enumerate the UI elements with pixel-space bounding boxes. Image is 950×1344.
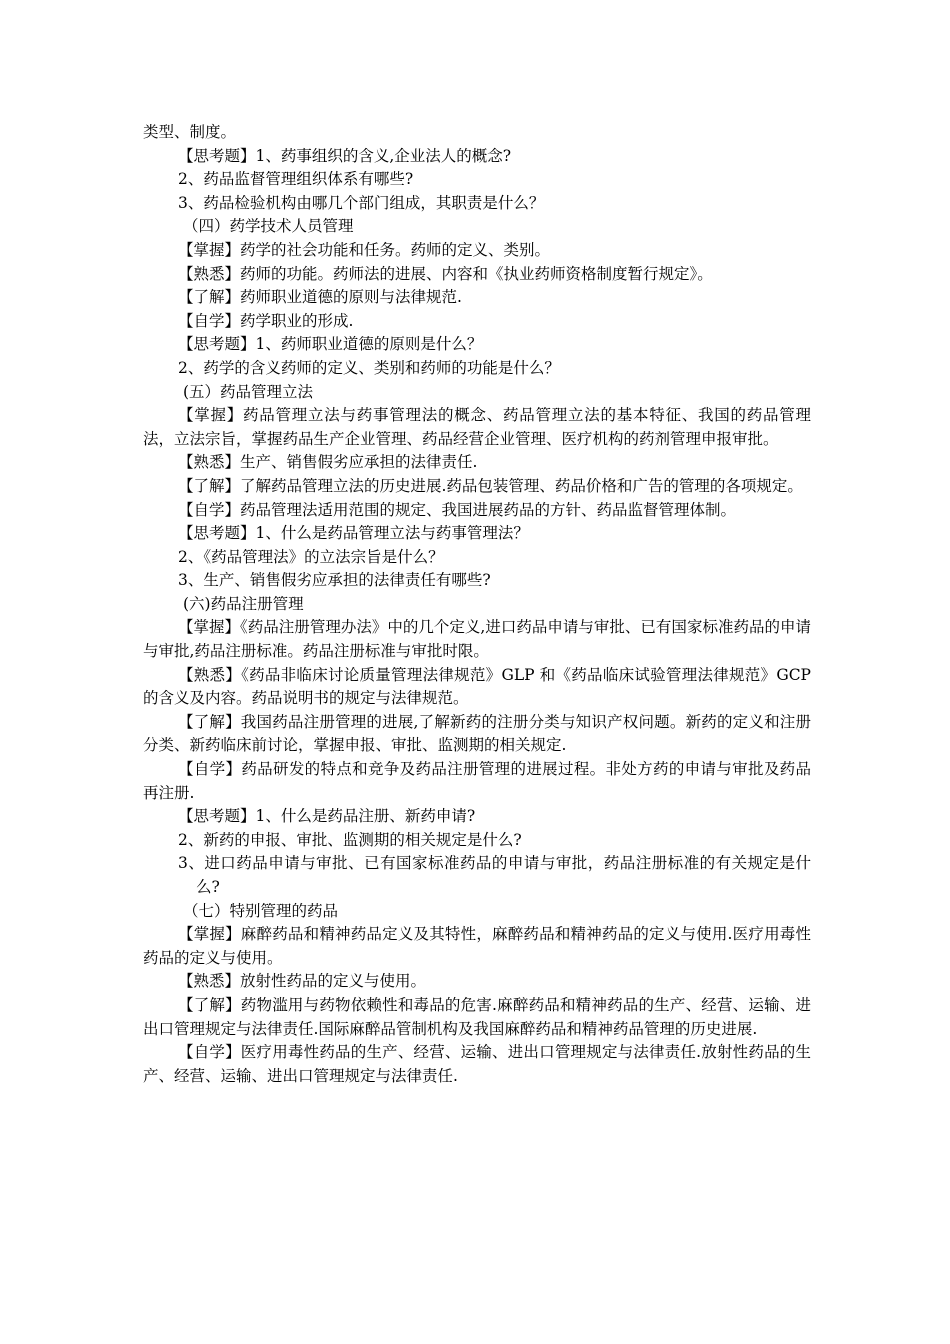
paragraph: 【掌握】《药品注册管理办法》中的几个定义,进口药品申请与审批、已有国家标准药品的申请与审批,药品注册标准。药品注册标准与审批时限。: [143, 618, 811, 661]
question-line: 【思考题】1、药师职业道德的原则是什么？: [178, 335, 483, 354]
paragraph: 【掌握】药学的社会功能和任务。药师的定义、类别。: [178, 240, 551, 259]
section-heading: (六)药品注册管理: [183, 594, 304, 613]
paragraph: 【自学】药学职业的形成.: [178, 311, 354, 330]
question-line: 【思考题】1、什么是药品注册、新药申请?: [178, 807, 476, 826]
paragraph: 【掌握】麻醉药品和精神药品定义及其特性，麻醉药品和精神药品的定义与使用.医疗用毒性药品的定义与使用。: [143, 925, 811, 967]
paragraph: 类型、制度。: [143, 123, 237, 141]
paragraph: 【了解】了解药品管理立法的历史进展.药品包装管理、药品价格和广告的管理的各项规定。: [178, 476, 803, 495]
question-line: 2、《药品管理法》的立法宗旨是什么？: [178, 547, 444, 566]
paragraph: 【熟悉】放射性药品的定义与使用。: [178, 972, 427, 991]
section-heading: (五）药品管理立法: [183, 382, 314, 401]
paragraph: 【自学】药品管理法适用范围的规定、我国进展药品的方针、药品监督管理体制。: [178, 500, 737, 519]
paragraph: 【熟悉】生产、销售假劣应承担的法律责任.: [178, 453, 478, 472]
question-line: 【思考题】1、什么是药品管理立法与药事管理法？: [178, 524, 529, 543]
section-heading: （四）药学技术人员管理: [183, 217, 354, 236]
question-line: 【思考题】1、药事组织的含义,企业法人的概念?: [178, 146, 512, 165]
paragraph: 【自学】医疗用毒性药品的生产、经营、运输、进出口管理规定与法律责任.放射性药品的生产、经营、运输、进出口管理规定与法律责任.: [143, 1043, 811, 1085]
paragraph: 【熟悉】《药品非临床讨论质量管理法律规范》GLP 和《药品临床试验管理法律规范》GCP 的含义及内容。药品说明书的规定与法律规范。: [143, 665, 811, 708]
paragraph: 【熟悉】药师的功能。药师法的进展、内容和《执业药师资格制度暂行规定》。: [178, 264, 713, 283]
paragraph: 【掌握】药品管理立法与药事管理法的概念、药品管理立法的基本特征、我国的药品管理法，立法宗旨，掌握药品生产企业管理、药品经营企业管理、医疗机构的药剂管理申报审批。: [143, 406, 811, 448]
paragraph: 【了解】药师职业道德的原则与法律规范.: [178, 288, 462, 307]
question-line: 2、新药的申报、审批、监测期的相关规定是什么?: [178, 830, 522, 849]
question-line: 3、生产、销售假劣应承担的法律责任有哪些?: [178, 571, 491, 590]
paragraph: 【了解】我国药品注册管理的进展,了解新药的注册分类与知识产权问题。新药的定义和注册分类、新药临床前讨论，掌握申报、审批、监测期的相关规定.: [143, 712, 811, 755]
question-line: 2、药学的含义药师的定义、类别和药师的功能是什么？: [178, 358, 560, 377]
question-line: 3、药品检验机构由哪几个部门组成，其职责是什么？: [178, 193, 545, 212]
question-line: 3、进口药品申请与审批、已有国家标准药品的申请与审批，药品注册标准的有关规定是什么?: [178, 854, 811, 896]
paragraph: 【了解】药物滥用与药物依赖性和毒品的危害.麻醉药品和精神药品的生产、经营、运输、进出口管理规定与法律责任.国际麻醉品管制机构及我国麻醉药品和精神药品管理的历史进展.: [143, 995, 811, 1038]
paragraph: 【自学】药品研发的特点和竞争及药品注册管理的进展过程。非处方药的申请与审批及药品再注册.: [143, 760, 811, 802]
section-heading: （七）特别管理的药品: [183, 901, 339, 920]
question-line: 2、药品监督管理组织体系有哪些?: [178, 170, 414, 189]
document-body: [143, 121, 811, 1088]
